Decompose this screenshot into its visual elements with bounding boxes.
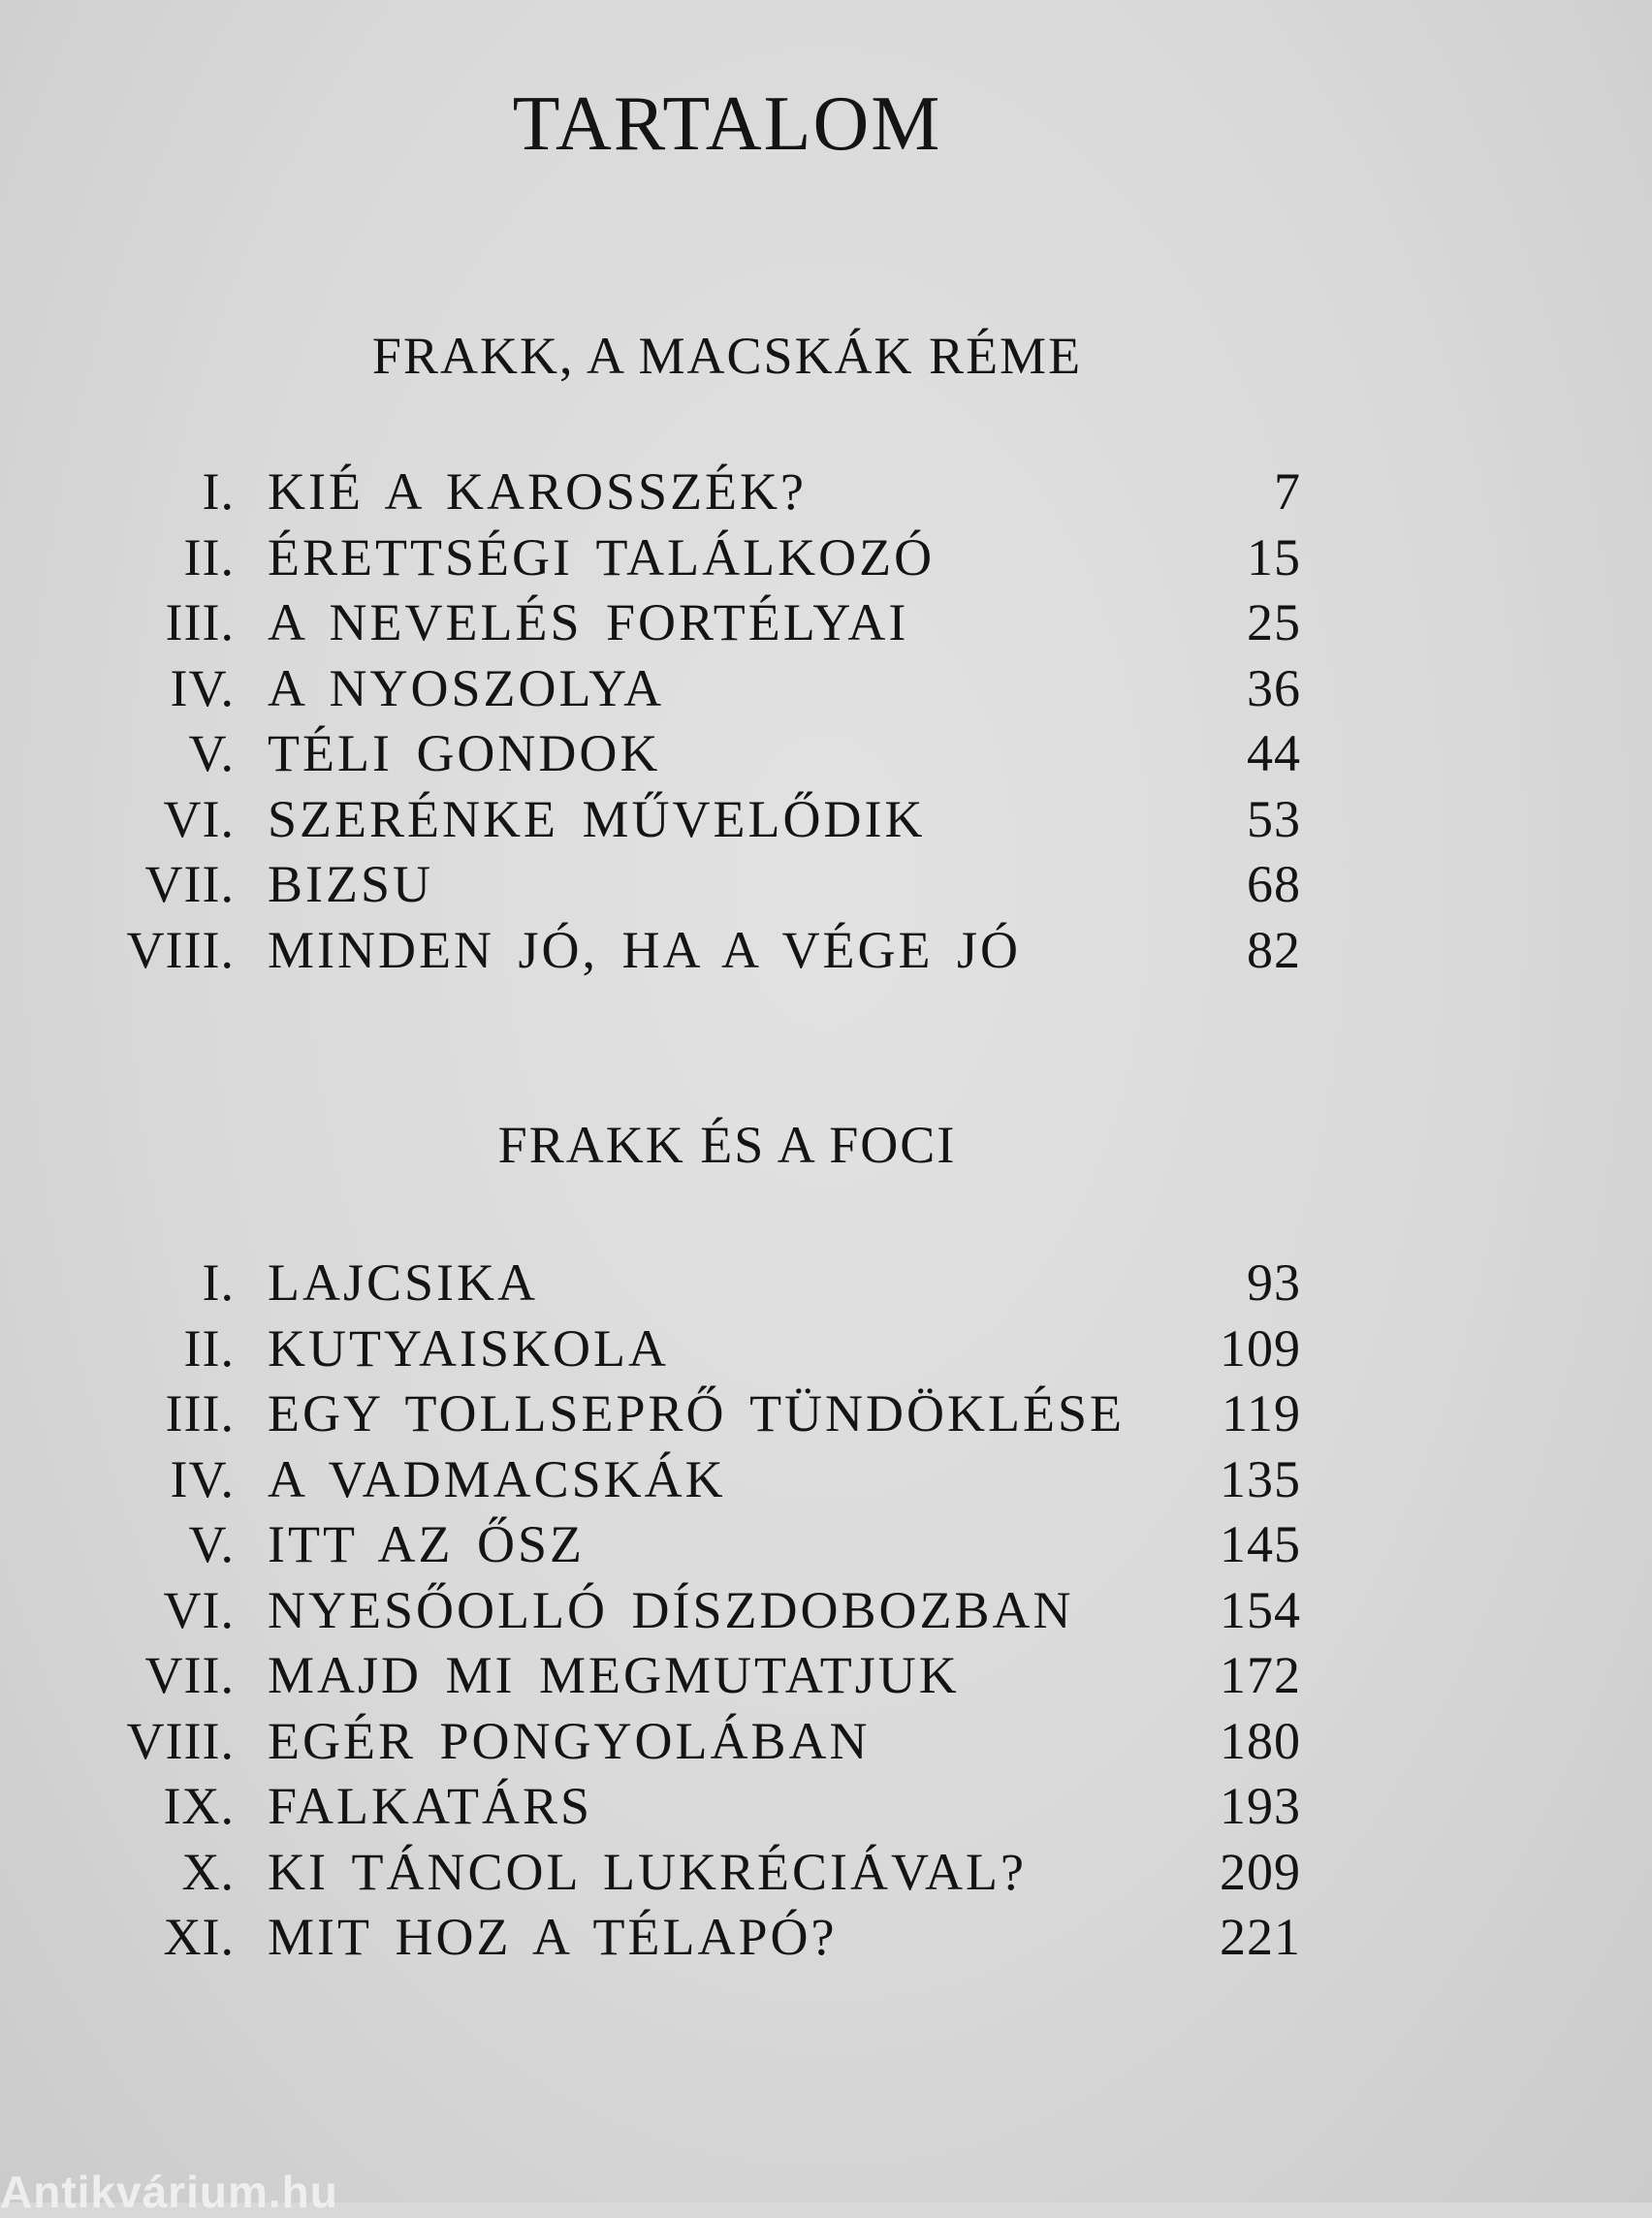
section-heading-frakk-es-a-foci: FRAKK ÉS A FOCI (497, 1116, 957, 1174)
toc-entry (0, 1316, 1652, 1382)
toc-list-section-2 (0, 1251, 1652, 1971)
chapter-number: IV. (170, 1449, 235, 1508)
chapter-title: NYESŐOLLÓ DÍSZDOBOZBAN (268, 1580, 1074, 1639)
page-number: 36 (1247, 658, 1301, 717)
chapter-number: IV. (170, 658, 235, 717)
chapter-number: III. (165, 593, 235, 651)
page-number: 109 (1220, 1318, 1301, 1378)
watermark: Antikvárium.hu (0, 2167, 338, 2217)
chapter-number: II. (183, 527, 235, 586)
page-number: 44 (1247, 724, 1301, 782)
chapter-title: MINDEN JÓ, HA A VÉGE JÓ (268, 920, 1022, 979)
toc-entry (0, 1840, 1652, 1906)
page-number: 209 (1220, 1842, 1301, 1901)
page-number: 53 (1247, 789, 1301, 848)
page-number: 82 (1247, 920, 1301, 979)
chapter-title: SZERÉNKE MŰVELŐDIK (268, 789, 926, 848)
toc-entry (0, 1447, 1652, 1513)
page-number: 119 (1222, 1384, 1301, 1442)
page-number: 172 (1220, 1646, 1301, 1704)
toc-entry (0, 1905, 1652, 1971)
toc-entry (0, 1709, 1652, 1775)
chapter-title: EGY TOLLSEPRŐ TÜNDÖKLÉSE (268, 1384, 1126, 1442)
toc-entry (0, 1512, 1652, 1578)
page-number: 7 (1274, 462, 1301, 521)
chapter-title: A NEVELÉS FORTÉLYAI (268, 593, 909, 651)
page-number: 154 (1220, 1580, 1301, 1639)
toc-entry (0, 787, 1652, 853)
chapter-title: BIZSU (268, 855, 434, 913)
toc-entry (0, 1774, 1652, 1840)
chapter-number: VIII. (126, 920, 235, 979)
toc-entry (0, 852, 1652, 918)
chapter-number: IX. (163, 1777, 235, 1835)
toc-entry (0, 1578, 1652, 1644)
page-number: 221 (1220, 1908, 1301, 1966)
toc-entry (0, 918, 1652, 984)
chapter-title: KIÉ A KAROSSZÉK? (268, 462, 808, 521)
toc-entry (0, 1381, 1652, 1447)
page-number: 180 (1220, 1711, 1301, 1770)
page-number: 193 (1220, 1777, 1301, 1835)
toc-entry (0, 525, 1652, 591)
chapter-number: I. (202, 462, 235, 521)
chapter-title: A NYOSZOLYA (268, 658, 665, 717)
page-number: 145 (1220, 1515, 1301, 1573)
chapter-number: XI. (163, 1908, 235, 1966)
page-number: 25 (1247, 593, 1301, 651)
chapter-number: VI. (163, 1580, 235, 1639)
chapter-number: VIII. (126, 1711, 235, 1770)
chapter-number: VI. (163, 789, 235, 848)
chapter-number: III. (165, 1384, 235, 1442)
toc-entry (0, 721, 1652, 787)
section-heading-frakk-a-macskak-reme: FRAKK, A MACSKÁK RÉME (371, 327, 1083, 385)
chapter-number: VII. (144, 855, 235, 913)
toc-entry (0, 656, 1652, 722)
toc-entry (0, 1251, 1652, 1316)
toc-entry (0, 590, 1652, 656)
chapter-number: VII. (144, 1646, 235, 1704)
chapter-title: ITT AZ ŐSZ (268, 1515, 585, 1573)
page-title: TARTALOM (512, 81, 942, 167)
toc-entry (0, 1643, 1652, 1709)
page-number: 135 (1220, 1449, 1301, 1508)
chapter-number: I. (202, 1253, 235, 1312)
chapter-title: EGÉR PONGYOLÁBAN (268, 1711, 871, 1770)
chapter-number: X. (181, 1842, 235, 1901)
chapter-title: KUTYAISKOLA (268, 1318, 669, 1378)
page-number: 93 (1247, 1253, 1301, 1312)
page-number: 15 (1247, 527, 1301, 586)
chapter-title: KI TÁNCOL LUKRÉCIÁVAL? (268, 1842, 1027, 1901)
chapter-number: II. (183, 1318, 235, 1378)
chapter-title: MIT HOZ A TÉLAPÓ? (268, 1908, 838, 1966)
chapter-title: ÉRETTSÉGI TALÁLKOZÓ (268, 527, 936, 586)
chapter-title: LAJCSIKA (268, 1253, 539, 1312)
page-number: 68 (1247, 855, 1301, 913)
toc-list-section-1 (0, 459, 1652, 983)
chapter-number: V. (188, 1515, 235, 1573)
chapter-title: MAJD MI MEGMUTATJUK (268, 1646, 960, 1704)
chapter-title: A VADMACSKÁK (268, 1449, 726, 1508)
chapter-number: V. (188, 724, 235, 782)
toc-entry (0, 459, 1652, 525)
chapter-title: FALKATÁRS (268, 1777, 593, 1835)
chapter-title: TÉLI GONDOK (268, 724, 661, 782)
